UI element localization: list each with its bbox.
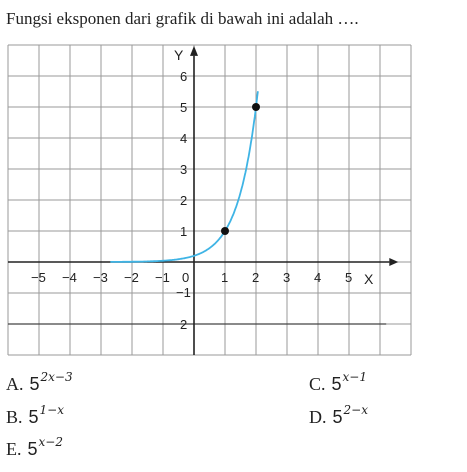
x-tick-label: 1 [221,270,229,285]
option-d-exponent: 2−x [343,403,368,417]
y-tick-label: 3 [180,162,188,177]
option-b-exponent: 1−x [39,403,64,417]
y-tick-label: 6 [180,69,188,84]
question-text: Fungsi eksponen dari grafik di bawah ini adalah …. [6,9,359,28]
x-tick-label: 2 [252,270,260,285]
y-tick-label: −1 [176,285,191,300]
y-tick-label: 5 [180,100,188,115]
y-axis-arrow [190,46,198,56]
data-point [252,103,260,111]
x-tick-label: 4 [314,270,322,285]
option-a[interactable] [6,367,73,396]
option-e[interactable] [6,432,63,461]
x-axis-arrow [389,258,398,266]
option-c-base: 5 [331,374,342,394]
option-a-base: 5 [29,374,40,394]
x-tick-label: −5 [31,270,46,285]
x-tick-label: −4 [62,270,77,285]
y-axis-label: Y [174,47,184,63]
x-tick-label: 3 [283,270,291,285]
option-e-exponent: x−2 [38,435,63,449]
x-axis-label: X [364,271,374,287]
option-a-letter: A. [6,374,24,394]
option-b[interactable] [6,400,64,429]
option-d-base: 5 [332,407,343,427]
option-a-exponent: 2x−3 [40,370,73,384]
y-tick-label: 4 [180,131,188,146]
x-tick-label: −2 [124,270,139,285]
option-c-exponent: x−1 [342,370,367,384]
data-point [221,227,229,235]
x-tick-label: 0 [182,270,190,285]
option-c[interactable] [309,367,367,396]
option-d[interactable] [309,400,368,429]
x-tick-label: 5 [345,270,353,285]
grid [8,45,411,355]
x-tick-label: −1 [155,270,170,285]
option-c-letter: C. [309,374,326,394]
y-tick-label: 1 [180,224,188,239]
option-d-letter: D. [309,407,327,427]
option-e-base: 5 [27,439,38,459]
option-b-base: 5 [28,407,39,427]
option-e-letter: E. [6,439,22,459]
y-tick-label: 2 [180,317,188,332]
option-b-letter: B. [6,407,23,427]
y-tick-label: 2 [180,193,188,208]
x-tick-label: −3 [93,270,108,285]
